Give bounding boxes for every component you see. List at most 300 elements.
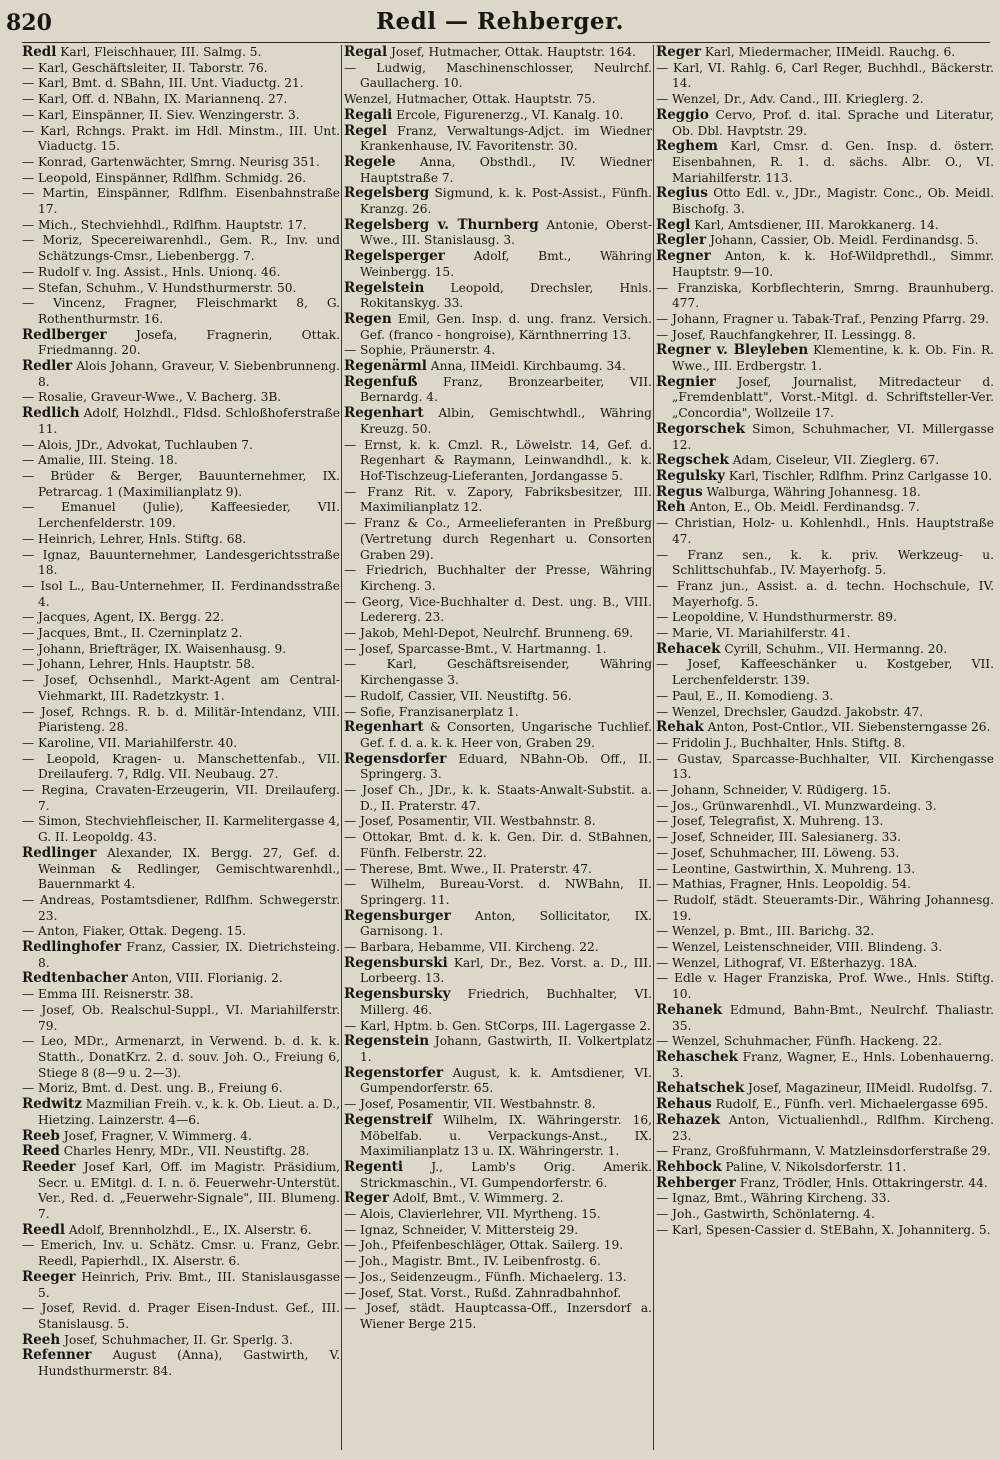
directory-entry: [656, 1207, 994, 1223]
directory-entry: [22, 438, 340, 454]
entry-details: — Moriz, Specereiwarenhdl., Gem. R., Inv. und Schätzungs-Cmsr., Liebenbergg. 7.: [22, 233, 340, 264]
directory-entry: [656, 705, 994, 721]
entry-surname: Regen: [344, 310, 392, 327]
column-divider: [341, 45, 342, 1450]
directory-entry: [344, 1270, 652, 1286]
directory-entry: [344, 1019, 652, 1035]
entry-details: Eduard, NBahn-Ob. Off., II. Springerg. 3.: [360, 751, 652, 782]
entry-details: — Josef, Rchngs. R. b. d. Militär-Intendanz, VIII. Piaristeng. 28.: [22, 704, 340, 735]
entry-details: — Karl, Geschäftsreisender, Währing Kirchengasse 3.: [344, 657, 652, 688]
entry-details: Friedrich, Buchhalter, VI. Millerg. 46.: [360, 987, 652, 1017]
entry-details: — Josef, Schneider, III. Salesianerg. 33.: [656, 830, 901, 845]
entry-details: & Consorten, Ungarische Tuchlief. Gef. f. d. a. k. k. Heer von, Graben 29.: [360, 720, 652, 750]
entry-details: Wenzel, Hutmacher, Ottak. Hauptstr. 75.: [344, 92, 596, 107]
directory-entry: [656, 108, 994, 139]
directory-entry: [344, 61, 652, 92]
entry-details: — Alois, JDr., Advokat, Tuchlauben 7.: [22, 437, 253, 452]
page-header: [0, 0, 1000, 44]
entry-details: — Wenzel, Drechsler, Gaudzd. Jakobstr. 47.: [656, 704, 924, 719]
directory-entry: [344, 485, 652, 516]
directory-entry: [22, 1097, 340, 1128]
directory-entry: [344, 516, 652, 563]
entry-details: Anton, Post-Cntlor., VII. Siebensterngasse 26.: [703, 720, 991, 735]
directory-entry: [22, 673, 340, 704]
entry-surname: Reghem: [656, 138, 718, 155]
directory-entry: [656, 642, 994, 658]
entry-details: — Jos., Grünwarenhdl., VI. Munzwardeing. 3.: [656, 798, 937, 813]
directory-entry: [656, 956, 994, 972]
directory-entry: [656, 61, 994, 92]
entry-surname: Reger: [656, 45, 701, 60]
directory-entry: [344, 1286, 652, 1302]
entry-details: — Josef, Stat. Vorst., Rußd. Zahnradbahnhof.: [344, 1285, 622, 1300]
entry-details: — Josef, Posamentir, VII. Westbahnstr. 8.: [344, 814, 596, 829]
entry-details: Anna, IIMeidl. Kirchbaumg. 34.: [426, 359, 626, 374]
directory-entry: [344, 877, 652, 908]
header-rule: [22, 42, 990, 43]
directory-entry: [656, 469, 994, 485]
entry-details: Josef, Fragner, V. Wimmerg. 4.: [59, 1128, 252, 1143]
entry-details: — Franz & Co., Armeelieferanten in Preßburg (Vertretung durch Regenhart u. Consorten Graben 29).: [344, 516, 652, 562]
entry-details: — Franz Rit. v. Zapory, Fabriksbesitzer, III. Maximilianplatz 12.: [344, 484, 652, 515]
directory-entry: [344, 155, 652, 186]
entry-details: Adam, Ciseleur, VII. Zieglerg. 67.: [728, 453, 940, 468]
entry-details: — Johann, Fragner u. Tabak-Traf., Penzing Pfarrg. 29.: [656, 311, 989, 326]
directory-entry: [22, 406, 340, 437]
directory-entry: [22, 1348, 340, 1379]
entry-details: — Wenzel, Lithograf, VI. Eßterhazyg. 18A.: [656, 955, 918, 970]
entry-surname: Regschek: [656, 452, 729, 469]
entry-details: Karl, Tischler, Rdlfhm. Prinz Carlgasse 10.: [725, 468, 992, 483]
directory-entry: [656, 233, 994, 249]
entry-details: — Rudolf, städt. Steueramts-Dir., Währing Johannesg. 19.: [656, 892, 994, 923]
entry-details: Johann, Gastwirth, II. Volkertplatz 1.: [360, 1034, 652, 1064]
entry-details: — Emanuel (Julie), Kaffeesieder, VII. Lerchenfelderstr. 109.: [22, 500, 340, 531]
directory-entry: [656, 1034, 994, 1050]
entry-details: Karl, Fleischhauer, III. Salmg. 5.: [56, 45, 262, 59]
entry-surname: Regner v. Bleyleben: [656, 342, 809, 359]
entry-surname: Regali: [344, 106, 393, 123]
entry-details: — Jakob, Mehl-Depot, Neulrchf. Brunneng. 69.: [344, 626, 634, 641]
directory-entry: [22, 657, 340, 673]
entry-surname: Regius: [656, 185, 708, 202]
entry-details: Anna, Obsthdl., IV. Wiedner Hauptstraße 7.: [360, 154, 652, 185]
directory-entry: [656, 752, 994, 783]
entry-details: — Paul, E., II. Komodieng. 3.: [656, 688, 834, 703]
entry-details: — Karl, Einspänner, II. Siev. Wenzingerstr. 3.: [22, 107, 300, 122]
entry-details: — Franz, Großfuhrmann, V. Matzleinsdorferstraße 29.: [656, 1144, 991, 1159]
entry-surname: Regel: [344, 122, 387, 139]
directory-entry: [344, 987, 652, 1018]
entry-surname: Rehaus: [656, 1096, 712, 1113]
entry-details: — Karl, Hptm. b. Gen. StCorps, III. Lagergasse 2.: [344, 1018, 651, 1033]
directory-entry: [656, 1176, 994, 1192]
entry-details: Josef, Magazineur, IIMeidl. Rudolfsg. 7.: [744, 1081, 993, 1096]
entry-details: — Franz sen., k. k. priv. Werkzeug- u. Schlittschuhfab., IV. Mayerhofg. 5.: [656, 547, 994, 578]
entry-details: — Josef, Kaffeeschänker u. Kostgeber, VII. Lerchenfelderstr. 139.: [656, 657, 994, 688]
directory-entry: [656, 720, 994, 736]
entry-details: Josefa, Fragnerin, Ottak. Friedmanng. 20.: [38, 327, 340, 358]
directory-entry: [344, 1160, 652, 1191]
entry-details: Cyrill, Schuhm., VII. Hermanng. 20.: [720, 641, 948, 656]
entry-details: — Johann, Schneider, V. Rüdigerg. 15.: [656, 783, 891, 798]
directory-entry: [344, 1223, 652, 1239]
directory-entry: [22, 987, 340, 1003]
entry-details: — Leontine, Gastwirthin, X. Muhreng. 13.: [656, 861, 916, 876]
entry-details: — Rudolf v. Ing. Assist., Hnls. Unionq. 46.: [22, 264, 281, 279]
directory-entry: [344, 1207, 652, 1223]
entry-details: — Karl, Bmt. d. SBahn, III. Unt. Viaductg. 21.: [22, 76, 304, 91]
entry-details: — Anton, Fiaker, Ottak. Degeng. 15.: [22, 924, 246, 939]
directory-entry: [22, 783, 340, 814]
directory-entry: [656, 877, 994, 893]
directory-entry: [656, 218, 994, 234]
directory-entry: [656, 45, 994, 61]
entry-details: — Josef Ch., JDr., k. k. Staats-Anwalt-Substit. a. D., II. Praterstr. 47.: [344, 783, 652, 813]
directory-entry: [656, 422, 994, 453]
entry-surname: Regl: [656, 216, 691, 233]
entry-details: — Karoline, VII. Mariahilferstr. 40.: [22, 735, 238, 750]
entry-details: Paline, V. Nikolsdorferstr. 11.: [721, 1159, 907, 1174]
entry-details: — Josef, Telegrafist, X. Muhreng. 13.: [656, 814, 884, 829]
entry-details: — Wenzel, Schuhmacher, Fünfh. Hackeng. 22.: [656, 1034, 942, 1049]
entry-surname: Reh: [656, 499, 686, 516]
directory-entry: [344, 343, 652, 359]
entry-details: — Fridolin J., Buchhalter, Hnls. Stiftg. 8.: [656, 735, 906, 750]
directory-entry: [22, 108, 340, 124]
directory-entry: [344, 720, 652, 751]
directory-entry: [22, 924, 340, 940]
directory-entry: [656, 846, 994, 862]
directory-entry: [22, 124, 340, 155]
directory-entry: [22, 265, 340, 281]
directory-entry: [656, 139, 994, 186]
entry-details: — Rosalie, Graveur-Wwe., V. Bacherg. 3B.: [22, 390, 282, 405]
entry-surname: Regenti: [344, 1158, 404, 1175]
directory-entry: [22, 359, 340, 390]
entry-surname: Regenstorfer: [344, 1064, 444, 1081]
directory-entry: [656, 485, 994, 501]
entry-surname: Redlberger: [22, 326, 107, 343]
directory-entry: [656, 1223, 994, 1239]
entry-details: Josef Karl, Off. im Magistr. Präsidium, Secr. u. EMitgl. d. I. n. ö. Feuerwehr-Unterstüt. Ver., Red. d. „Feuerwehr-Signale", III. Blumeng. 7.: [38, 1159, 340, 1222]
column-1: [22, 45, 340, 1455]
entry-details: Josef, Hutmacher, Ottak. Hauptstr. 164.: [387, 45, 636, 59]
entry-surname: Regenärml: [344, 358, 427, 375]
entry-details: Mazmilian Freih. v., k. k. Ob. Lieut. a. D., Hietzing. Lainzerstr. 4—6.: [38, 1097, 340, 1127]
entry-surname: Rehazek: [656, 1111, 720, 1128]
entry-surname: Regner: [656, 248, 711, 265]
entry-details: Karl, Amtsdiener, III. Marokkanerg. 14.: [690, 217, 939, 232]
entry-details: — Leopold, Kragen- u. Manschettenfab., VII. Dreilauferg. 7, Rdlg. VII. Neubaug. 27.: [22, 751, 340, 782]
directory-entry: [22, 328, 340, 359]
entry-details: — Ottokar, Bmt. d. k. k. Gen. Dir. d. StBahnen, Fünfh. Felberstr. 22.: [344, 830, 652, 860]
directory-entry: [656, 626, 994, 642]
directory-entry: [656, 516, 994, 547]
directory-entry: [344, 657, 652, 688]
entry-surname: Regelsperger: [344, 248, 445, 265]
directory-entry: [656, 736, 994, 752]
running-title: Redl — Rehberger.: [375, 8, 625, 35]
entry-details: — Ludwig, Maschinenschlosser, Neulrchf. Gaullacherg. 10.: [344, 60, 652, 91]
entry-details: Rudolf, E., Fünfh. verl. Michaelergasse 695.: [711, 1097, 989, 1112]
directory-entry: [344, 92, 652, 108]
entry-surname: Regenstreif: [344, 1111, 433, 1128]
entry-surname: Regulsky: [656, 467, 725, 484]
entry-details: Heinrich, Priv. Bmt., III. Stanislausgasse 5.: [38, 1269, 340, 1300]
entry-details: — Josef, Schuhmacher, III. Löweng. 53.: [656, 845, 900, 860]
entry-details: — Leopold, Einspänner, Rdlfhm. Schmidg. 26.: [22, 170, 307, 185]
directory-entry: [656, 1081, 994, 1097]
entry-surname: Regelsberg v. Thurnberg: [344, 216, 539, 233]
directory-entry: [344, 218, 652, 249]
directory-entry: [656, 1050, 994, 1081]
entry-details: — Franziska, Korbflechterin, Smrng. Braunhuberg. 477.: [656, 280, 994, 311]
entry-details: — Ignaz, Schneider, V. Mittersteig 29.: [344, 1222, 579, 1237]
entry-details: — Georg, Vice-Buchhalter d. Dest. ung. B., VIII. Ledererg. 23.: [344, 594, 652, 625]
entry-details: — Alois, Clavierlehrer, VII. Myrtheng. 15.: [344, 1207, 601, 1222]
directory-entry: [22, 500, 340, 531]
directory-entry: [656, 689, 994, 705]
entry-surname: Regnier: [656, 373, 716, 390]
entry-surname: Regenhart: [344, 405, 424, 422]
directory-entry: [656, 657, 994, 688]
entry-surname: Regele: [344, 153, 396, 170]
directory-entry: [22, 1270, 340, 1301]
directory-entry: [656, 940, 994, 956]
directory-entry: [344, 563, 652, 594]
entry-details: — Mich., Stechviehhdl., Rdlfhm. Hauptstr. 17.: [22, 217, 307, 232]
entry-details: Simon, Schuhmacher, VI. Millergasse 12.: [672, 421, 994, 452]
entry-details: — Sophie, Präunerstr. 4.: [344, 343, 496, 358]
directory-entry: [22, 893, 340, 924]
directory-entry: [22, 1223, 340, 1239]
entry-surname: Reeb: [22, 1127, 60, 1144]
entry-details: — Christian, Holz- u. Kohlenhdl., Hnls. Hauptstraße 47.: [656, 516, 994, 546]
entry-details: — Wenzel, Dr., Adv. Cand., III. Krieglerg. 2.: [656, 92, 924, 107]
entry-surname: Regenhart: [344, 719, 424, 736]
directory-entry: [344, 1238, 652, 1254]
entry-details: — Karl, Off. d. NBahn, IX. Mariannenq. 27.: [22, 92, 288, 107]
page-number: 820: [6, 10, 52, 36]
directory-entry: [344, 1066, 652, 1097]
entry-details: — Joh., Pfeifenbeschläger, Ottak. Sailerg. 19.: [344, 1238, 624, 1253]
entry-details: Alois Johann, Graveur, V. Siebenbrunneng. 8.: [38, 359, 340, 389]
entry-details: — Regina, Cravaten-Erzeugerin, VII. Dreilauferg. 7.: [22, 783, 340, 813]
entry-surname: Rehberger: [656, 1174, 736, 1191]
entry-details: Klementine, k. k. Ob. Fin. R. Wwe., III. Erdbergstr. 1.: [672, 343, 994, 374]
directory-entry: [22, 1034, 340, 1081]
directory-entry: [656, 328, 994, 344]
directory-entry: [344, 830, 652, 861]
entry-details: — Emerich, Inv. u. Schätz. Cmsr. u. Franz, Gebr. Reedl, Papierhdl., IX. Alserstr. 6.: [22, 1238, 340, 1269]
directory-entry: [344, 752, 652, 783]
entry-surname: Regler: [656, 232, 707, 249]
directory-entry: [22, 1333, 340, 1349]
entry-details: Adolf, Brennholzhdl., E., IX. Alserstr. 6.: [64, 1222, 312, 1237]
entry-details: — Jacques, Agent, IX. Bergg. 22.: [22, 610, 225, 625]
entry-details: — Heinrich, Lehrer, Hnls. Stiftg. 68.: [22, 531, 247, 546]
directory-entry: [656, 249, 994, 280]
entry-details: — Andreas, Postamtsdiener, Rdlfhm. Schwegerstr. 23.: [22, 892, 340, 923]
entry-surname: Redlich: [22, 405, 80, 422]
directory-entry: [656, 971, 994, 1002]
entry-details: — Josef, Sparcasse-Bmt., V. Hartmanng. 1.: [344, 641, 607, 656]
entry-surname: Reggio: [656, 106, 709, 123]
column-divider: [653, 45, 654, 1450]
directory-entry: [344, 626, 652, 642]
directory-entry: [22, 155, 340, 171]
directory-entry: [22, 548, 340, 579]
column-3: [656, 45, 994, 1455]
directory-entry: [22, 940, 340, 971]
entry-surname: Regelsberg: [344, 185, 430, 202]
directory-entry: [656, 1097, 994, 1113]
directory-entry: [656, 893, 994, 924]
entry-details: — Edle v. Hager Franziska, Prof. Wwe., Hnls. Stiftg. 10.: [656, 971, 994, 1002]
entry-surname: Rehacek: [656, 640, 721, 657]
entry-details: — Isol L., Bau-Unternehmer, II. Ferdinandsstraße 4.: [22, 578, 340, 609]
directory-entry: [344, 281, 652, 312]
entry-details: Anton, k. k. Hof-Wildprethdl., Simmr. Hauptstr. 9—10.: [672, 249, 994, 279]
entry-surname: Rehbock: [656, 1158, 722, 1175]
directory-entry: [22, 1081, 340, 1097]
entry-details: — Ernst, k. k. Cmzl. R., Löwelstr. 14, Gef. d. Regenhart & Raymann, Leinwandhdl., k. k. Hof-Tischzeug-Lieferanten, Jordangasse 5.: [344, 437, 652, 483]
entry-details: — Jos., Seidenzeugm., Fünfh. Michaelerg. 13.: [344, 1269, 627, 1284]
directory-entry: [344, 1301, 652, 1332]
entry-surname: Rehanek: [656, 1001, 723, 1018]
directory-entry: [22, 45, 340, 61]
directory-entry: [344, 595, 652, 626]
directory-entry: [22, 171, 340, 187]
entry-details: Karl, Miedermacher, IIMeidl. Rauchg. 6.: [700, 45, 956, 59]
directory-entry: [656, 186, 994, 217]
entry-details: — Josef, Revid. d. Prager Eisen-Indust. Gef., III. Stanislausg. 5.: [22, 1301, 340, 1331]
entry-details: — Brüder & Berger, Bauunternehmer, IX. Petrarcag. 1 (Maximilianplatz 9).: [22, 468, 340, 499]
entry-details: Walburga, Währing Johannesg. 18.: [702, 484, 921, 499]
entry-details: Emil, Gen. Insp. d. ung. franz. Versich. Gef. (franco - hongroise), Kärnthnerring 13.: [360, 311, 652, 342]
directory-entry: [344, 1097, 652, 1113]
directory-entry: [344, 186, 652, 217]
entry-details: Charles Henry, MDr., VII. Neustiftg. 28.: [59, 1144, 310, 1159]
entry-surname: Redwitz: [22, 1096, 82, 1113]
entry-surname: Reeder: [22, 1158, 76, 1175]
entry-details: — Johann, Briefträger, IX. Waisenhausg. 9.: [22, 641, 287, 656]
entry-details: — Wilhelm, Bureau-Vorst. d. NWBahn, II. Springerg. 11.: [344, 877, 652, 907]
entry-details: — Konrad, Gartenwächter, Smrng. Neurisg 351.: [22, 154, 320, 169]
entry-surname: Rehatschek: [656, 1080, 745, 1097]
entry-details: August (Anna), Gastwirth, V. Hundsthurmerstr. 84.: [38, 1348, 340, 1379]
entry-details: Franz, Verwaltungs-Adjct. im Wiedner Krankenhause, IV. Favoritenstr. 30.: [360, 123, 652, 154]
entry-details: Albin, Gemischtwhdl., Währing Kreuzg. 50.: [360, 406, 652, 436]
directory-entry: [344, 956, 652, 987]
entry-surname: Rehak: [656, 719, 704, 736]
directory-entry: [656, 1113, 994, 1144]
directory-entry: [344, 249, 652, 280]
entry-details: — Jacques, Bmt., II. Czerninplatz 2.: [22, 626, 243, 641]
directory-entry: [656, 579, 994, 610]
entry-details: — Therese, Bmt. Wwe., II. Praterstr. 47.: [344, 861, 592, 876]
entry-details: Karl, Cmsr. d. Gen. Insp. d. österr. Eisenbahnen, R. 1. d. sächs. Albr. O., VI. Mariahilferstr. 113.: [672, 139, 994, 185]
directory-entry: [656, 500, 994, 516]
directory-entry: [22, 814, 340, 845]
directory-entry: [344, 642, 652, 658]
directory-entry: [22, 752, 340, 783]
directory-entry: [22, 1160, 340, 1223]
entry-details: Franz, Cassier, IX. Dietrichsteing. 8.: [38, 940, 340, 970]
directory-entry: [344, 312, 652, 343]
entry-surname: Regensburger: [344, 907, 451, 924]
entry-details: — Josef, städt. Hauptcassa-Off., Inzersdorf a. Wiener Berge 215.: [344, 1301, 652, 1331]
entry-details: — Karl, Spesen-Cassier d. StEBahn, X. Johanniterg. 5.: [656, 1222, 991, 1237]
entry-details: — Mathias, Fragner, Hnls. Leopoldig. 54.: [656, 877, 912, 892]
directory-entry: [22, 1238, 340, 1269]
directory-entry: [656, 1144, 994, 1160]
directory-entry: [656, 799, 994, 815]
directory-entry: [656, 862, 994, 878]
entry-details: — Sofie, Franzisanerplatz 1.: [344, 704, 519, 719]
entry-details: — Joh., Gastwirth, Schönlaterng. 4.: [656, 1207, 875, 1222]
directory-entry: [344, 45, 652, 61]
column-2: [344, 45, 652, 1455]
entry-details: August, k. k. Amtsdiener, VI. Gumpendorferstr. 65.: [360, 1065, 652, 1096]
entry-details: Adolf, Bmt., V. Wimmerg. 2.: [388, 1191, 564, 1206]
directory-entry: [22, 642, 340, 658]
entry-surname: Reeh: [22, 1331, 61, 1348]
entry-details: — Leo, MDr., Armenarzt, in Verwend. b. d. k. k. Statth., DonatKrz. 2. d. souv. Joh. O., Freiung 6, Stiege 8 (8—9 u. 2—3).: [22, 1034, 340, 1080]
entry-details: — Joh., Magistr. Bmt., IV. Leibenfrostg. 6.: [344, 1254, 601, 1269]
entry-details: — Barbara, Hebamme, VII. Kircheng. 22.: [344, 940, 599, 955]
directory-entry: [656, 92, 994, 108]
entry-surname: Redlinghofer: [22, 939, 122, 956]
directory-entry: [22, 846, 340, 893]
entry-surname: Reedl: [22, 1221, 65, 1238]
entry-details: Leopold, Drechsler, Hnls. Rokitanskyg. 33.: [360, 280, 652, 311]
entry-details: — Johann, Lehrer, Hnls. Hauptstr. 58.: [22, 657, 255, 672]
entry-surname: Regensburski: [344, 954, 448, 971]
entry-surname: Reger: [344, 1190, 389, 1207]
directory-entry: [656, 375, 994, 422]
entry-details: — Ignaz, Bmt., Währing Kircheng. 33.: [656, 1191, 891, 1206]
directory-entry: [22, 971, 340, 987]
directory-entry: [344, 689, 652, 705]
entry-details: — Friedrich, Buchhalter der Presse, Währing Kircheng. 3.: [344, 563, 652, 593]
entry-details: Anton, VIII. Florianig. 2.: [127, 971, 283, 986]
entry-details: Johann, Cassier, Ob. Meidl. Ferdinandsg. 5.: [706, 233, 979, 248]
directory-entry: [344, 1113, 652, 1160]
entry-details: — Martin, Einspänner, Rdlfhm. Eisenbahnstraße 17.: [22, 186, 340, 217]
entry-details: Alexander, IX. Bergg. 27, Gef. d. Weinman & Redlinger, Gemischtwarenhdl., Bauernmarkt 4.: [38, 845, 340, 892]
entry-surname: Regus: [656, 483, 703, 500]
entry-details: — Emma III. Reisnerstr. 38.: [22, 987, 194, 1002]
directory-entry: [22, 61, 340, 77]
directory-entry: [656, 453, 994, 469]
directory-entry: [344, 375, 652, 406]
directory-entry: [656, 1191, 994, 1207]
directory-entry: [344, 406, 652, 437]
entry-details: Anton, Victualienhdl., Rdlfhm. Kircheng. 23.: [672, 1112, 994, 1143]
directory-entry: [22, 610, 340, 626]
directory-entry: [22, 296, 340, 327]
directory-entry: [22, 736, 340, 752]
directory-entry: [22, 390, 340, 406]
entry-details: Anton, Sollicitator, IX. Garnisong. 1.: [360, 908, 652, 939]
directory-entry: [344, 862, 652, 878]
directory-entry: [344, 940, 652, 956]
directory-entry: [22, 453, 340, 469]
directory-entry: [656, 830, 994, 846]
directory-entry: [344, 108, 652, 124]
